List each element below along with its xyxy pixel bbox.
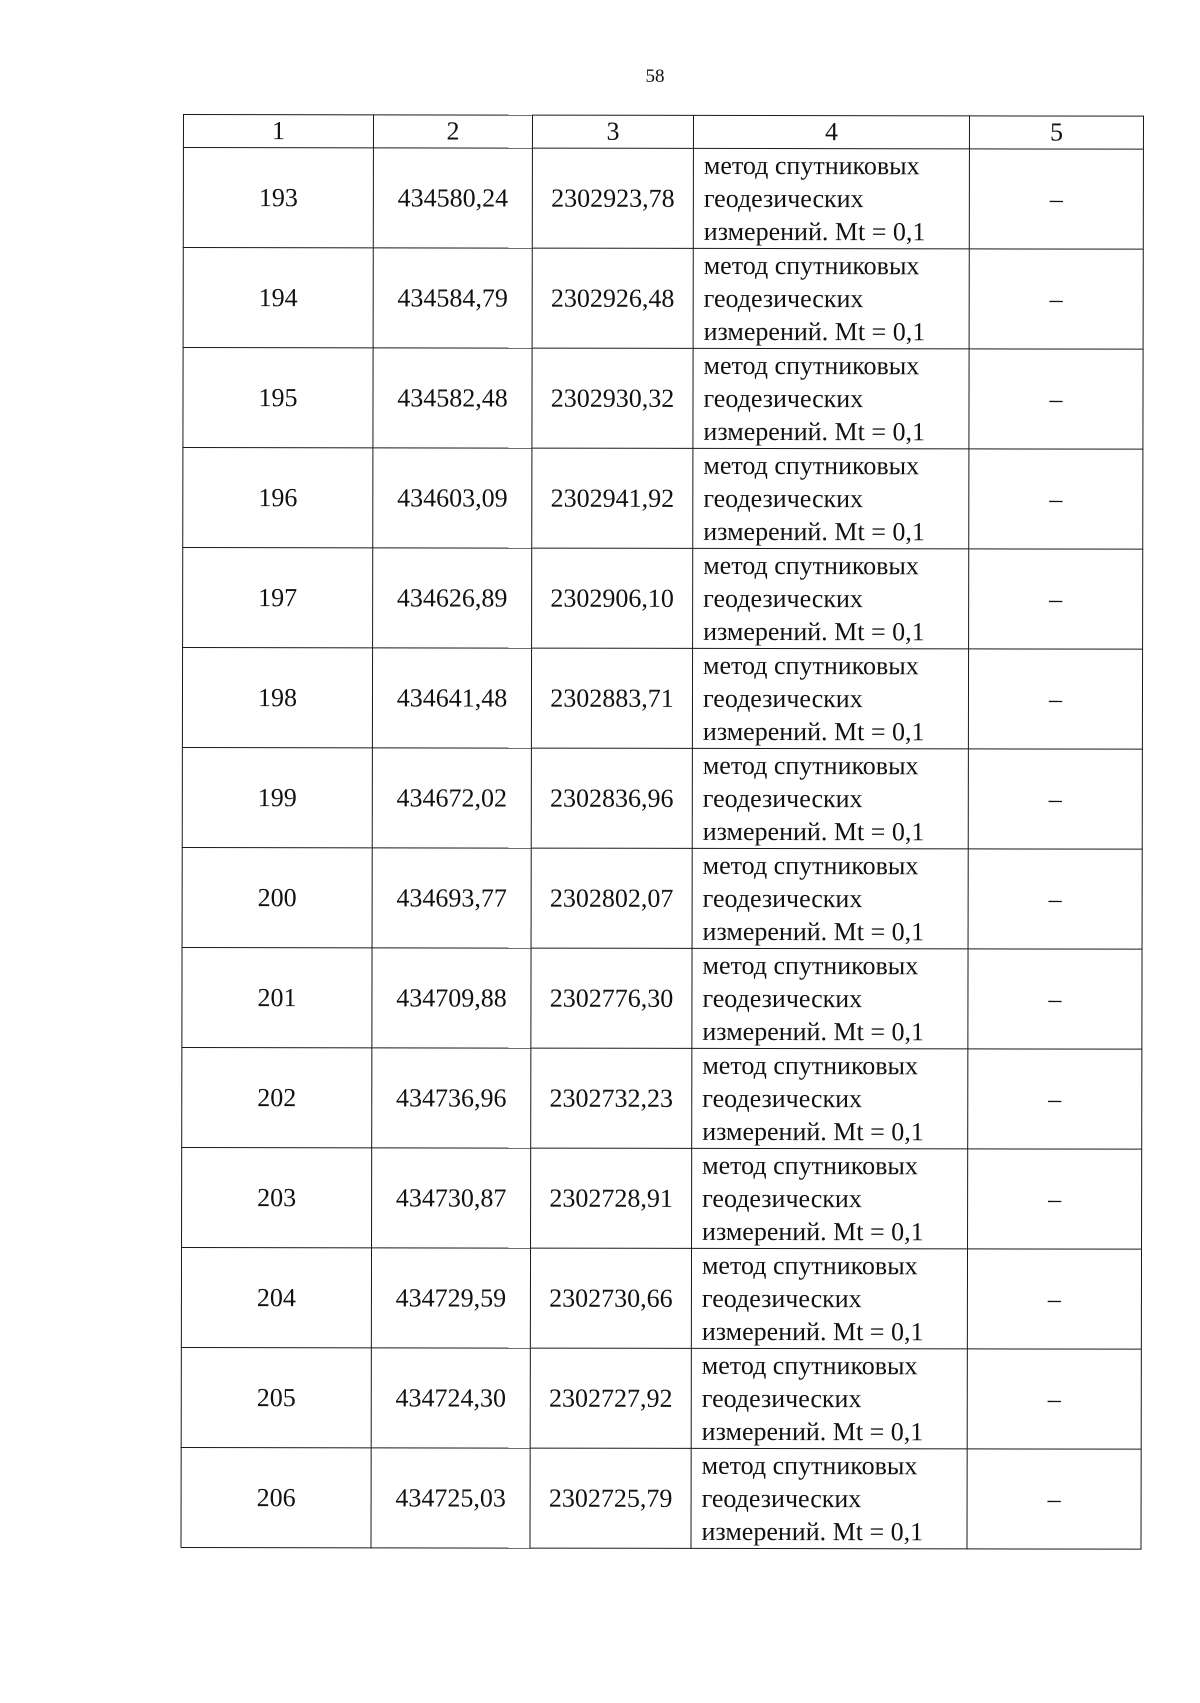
x-coordinate: 434603,09 — [373, 448, 532, 548]
method-line: измерений. Mt = 0,1 — [703, 216, 926, 247]
method-line: геодезических — [703, 183, 864, 214]
method-cell — [693, 348, 969, 448]
x-coordinate: 434672,02 — [372, 748, 531, 848]
table-row — [183, 348, 1143, 450]
column-header: 3 — [532, 115, 693, 148]
method-line: метод спутниковых — [701, 1450, 918, 1481]
note-cell: – — [968, 949, 1142, 1049]
method-line: измерений. Mt = 0,1 — [702, 816, 925, 847]
point-number: 193 — [183, 148, 373, 248]
x-coordinate: 434729,59 — [371, 1248, 530, 1348]
method-line: геодезических — [703, 583, 863, 614]
table-body — [181, 148, 1143, 1550]
y-coordinate: 2302732,23 — [531, 1048, 692, 1148]
method-line: метод спутниковых — [702, 1150, 918, 1181]
method-line: метод спутниковых — [702, 1050, 919, 1081]
method-cell — [692, 1148, 968, 1248]
method-line: метод спутниковых — [703, 450, 920, 481]
method-line: измерений. Mt = 0,1 — [702, 916, 925, 947]
y-coordinate: 2302923,78 — [532, 148, 693, 248]
method-cell — [692, 948, 968, 1048]
y-coordinate: 2302776,30 — [531, 948, 692, 1048]
note-cell: – — [969, 549, 1143, 649]
x-coordinate: 434725,03 — [371, 1448, 530, 1548]
y-coordinate: 2302941,92 — [532, 448, 693, 548]
note-cell: – — [969, 149, 1143, 249]
method-cell — [693, 448, 969, 548]
method-line: геодезических — [701, 1283, 862, 1314]
note-cell: – — [967, 1249, 1141, 1349]
method-line: метод спутниковых — [702, 950, 919, 981]
method-line: измерений. Mt = 0,1 — [701, 1516, 924, 1547]
x-coordinate: 434736,96 — [372, 1048, 531, 1148]
point-number: 202 — [182, 1047, 372, 1147]
method-cell — [692, 748, 968, 848]
method-cell — [691, 1348, 967, 1448]
note-cell: – — [968, 849, 1142, 949]
note-cell: – — [969, 449, 1143, 549]
method-cell — [692, 648, 968, 748]
method-line: измерений. Mt = 0,1 — [703, 316, 926, 347]
y-coordinate: 2302926,48 — [532, 248, 693, 348]
x-coordinate: 434709,88 — [372, 948, 531, 1048]
note-cell: – — [967, 1349, 1141, 1449]
method-line: геодезических — [703, 483, 864, 514]
method-line: метод спутниковых — [701, 1250, 918, 1281]
method-line: измерений. Mt = 0,1 — [702, 1116, 924, 1147]
note-cell: – — [967, 1449, 1141, 1549]
y-coordinate: 2302836,96 — [531, 748, 692, 848]
method-cell — [693, 548, 969, 648]
method-line: геодезических — [702, 983, 863, 1014]
y-coordinate: 2302930,32 — [532, 348, 693, 448]
column-header: 4 — [693, 115, 969, 148]
table-row — [183, 548, 1143, 650]
table-row — [181, 1447, 1141, 1549]
point-number: 204 — [181, 1247, 371, 1347]
note-cell: – — [969, 349, 1143, 449]
method-cell — [692, 1048, 968, 1148]
table-row — [182, 847, 1142, 949]
method-line: измерений. Mt = 0,1 — [701, 1416, 924, 1447]
method-line: геодезических — [702, 1083, 863, 1114]
point-number: 206 — [181, 1447, 371, 1547]
note-cell: – — [968, 649, 1142, 749]
method-cell — [691, 1448, 967, 1548]
method-line: геодезических — [703, 383, 864, 414]
table-row — [182, 1047, 1142, 1149]
point-number: 197 — [183, 548, 373, 648]
method-line: геодезических — [702, 683, 863, 714]
point-number: 201 — [182, 947, 372, 1047]
page-number: 58 — [645, 66, 665, 87]
method-line: метод спутниковых — [703, 250, 920, 281]
point-number: 194 — [183, 248, 373, 348]
table-row — [182, 747, 1142, 849]
method-line: геодезических — [703, 283, 864, 314]
x-coordinate: 434582,48 — [373, 348, 532, 448]
point-number: 195 — [183, 348, 373, 448]
x-coordinate: 434626,89 — [373, 548, 532, 648]
method-line: геодезических — [701, 1383, 862, 1414]
table-row — [183, 148, 1143, 250]
y-coordinate: 2302728,91 — [531, 1148, 692, 1248]
method-line: метод спутниковых — [702, 850, 919, 881]
table-row — [181, 1347, 1141, 1449]
y-coordinate: 2302802,07 — [531, 848, 692, 948]
x-coordinate: 434693,77 — [372, 848, 531, 948]
table-header-row — [183, 115, 1143, 150]
method-line: измерений. Mt = 0,1 — [702, 1216, 924, 1247]
method-line: метод спутниковых — [701, 1350, 918, 1381]
point-number: 205 — [181, 1347, 371, 1447]
y-coordinate: 2302883,71 — [531, 648, 692, 748]
method-line: измерений. Mt = 0,1 — [703, 516, 925, 547]
y-coordinate: 2302727,92 — [530, 1348, 691, 1448]
column-header: 1 — [183, 115, 373, 148]
method-cell — [692, 848, 968, 948]
table-row — [182, 1147, 1142, 1249]
x-coordinate: 434730,87 — [372, 1148, 531, 1248]
x-coordinate: 434724,30 — [371, 1348, 530, 1448]
method-line: измерений. Mt = 0,1 — [701, 1316, 924, 1347]
method-line: геодезических — [702, 1183, 862, 1214]
note-cell: – — [969, 249, 1143, 349]
y-coordinate: 2302906,10 — [532, 548, 693, 648]
method-line: метод спутниковых — [703, 150, 920, 181]
point-number: 198 — [182, 648, 372, 748]
note-cell: – — [968, 1049, 1142, 1149]
point-number: 203 — [182, 1147, 372, 1247]
table-row — [183, 448, 1143, 550]
method-cell — [693, 148, 969, 248]
table-row — [183, 248, 1143, 350]
column-header: 2 — [373, 115, 532, 148]
table-row — [181, 1247, 1141, 1349]
note-cell: – — [968, 749, 1142, 849]
column-header: 5 — [969, 116, 1143, 149]
x-coordinate: 434584,79 — [373, 248, 532, 348]
method-cell — [691, 1248, 967, 1348]
point-number: 196 — [183, 448, 373, 548]
y-coordinate: 2302730,66 — [530, 1248, 691, 1348]
method-line: измерений. Mt = 0,1 — [703, 416, 926, 447]
method-line: метод спутниковых — [703, 550, 919, 581]
method-line: метод спутниковых — [702, 750, 919, 781]
method-line: геодезических — [702, 783, 863, 814]
method-line: измерений. Mt = 0,1 — [702, 1016, 925, 1047]
table-row — [182, 947, 1142, 1049]
method-line: измерений. Mt = 0,1 — [703, 616, 925, 647]
point-number: 200 — [182, 847, 372, 947]
method-line: геодезических — [702, 883, 863, 914]
y-coordinate: 2302725,79 — [530, 1448, 691, 1548]
method-line: метод спутниковых — [703, 350, 920, 381]
method-line: измерений. Mt = 0,1 — [702, 716, 925, 747]
coordinates-table — [180, 114, 1144, 1550]
method-cell — [693, 248, 969, 348]
point-number: 199 — [182, 747, 372, 847]
method-line: метод спутниковых — [703, 650, 919, 681]
x-coordinate: 434580,24 — [373, 148, 532, 248]
table-row — [182, 648, 1142, 750]
method-line: геодезических — [701, 1483, 862, 1514]
x-coordinate: 434641,48 — [372, 648, 531, 748]
note-cell: – — [968, 1149, 1142, 1249]
